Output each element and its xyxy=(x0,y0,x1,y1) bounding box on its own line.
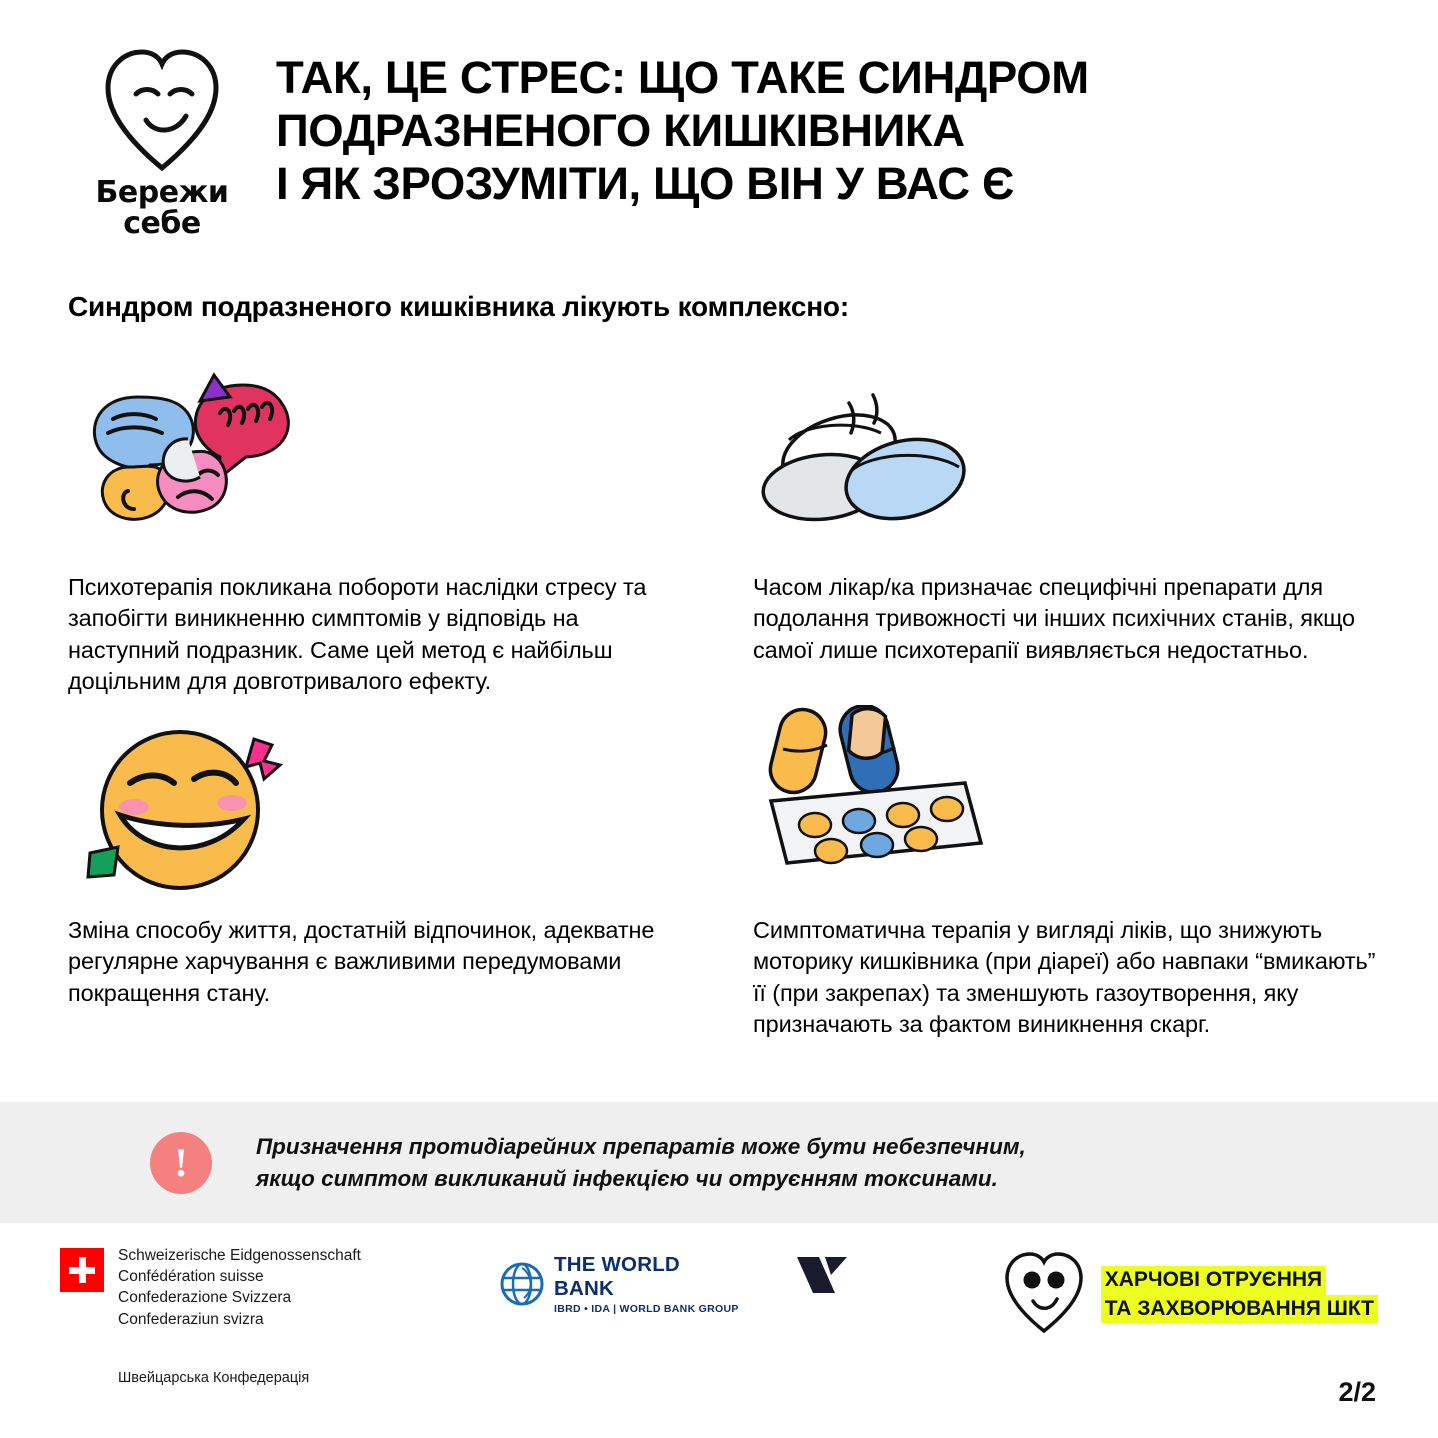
title-line-2: ПОДРАЗНЕНОГО КИШКІВНИКА xyxy=(276,104,965,156)
smiling-face-illustration-icon xyxy=(68,705,691,895)
card-psychotherapy xyxy=(68,367,691,697)
exclamation-circle-icon xyxy=(150,1132,212,1194)
warning-line-2: якщо симптом викликаний інфекцією чи отруєнням токсинами. xyxy=(256,1165,998,1191)
campaign-block xyxy=(1003,1245,1378,1340)
card-text: Часом лікар/ка призначає специфічні препарати для подолання тривожності чи інших психічних станів, якщо самої лише психотерапії виявляється недостатньо. xyxy=(753,574,1356,663)
warning-banner xyxy=(0,1102,1438,1223)
footer xyxy=(0,1223,1438,1438)
card-lifestyle xyxy=(68,705,691,1040)
ukraine-gov-logo-icon xyxy=(791,1245,853,1304)
title-line-3: І ЯК ЗРОЗУМІТИ, ЩО ВІН У ВАС Є xyxy=(276,157,1014,209)
page-title xyxy=(262,42,1378,210)
pills-tablets-illustration-icon xyxy=(753,367,1376,552)
swiss-confederation-logo xyxy=(60,1245,460,1386)
world-bank-logo xyxy=(500,1245,739,1315)
brand-line-2: себе xyxy=(123,205,201,241)
title-line-1: ТАК, ЦЕ СТРЕС: ЩО ТАКЕ СИНДРОМ xyxy=(276,52,1089,103)
brand-line-1: Бережи xyxy=(95,175,229,210)
card-text: Зміна способу життя, достатній відпочинок, адекватне регулярне харчування є важливими передумовами покращення стану. xyxy=(68,917,655,1006)
exclamation-mark: ! xyxy=(174,1139,188,1185)
capsules-blister-pack-illustration-icon xyxy=(753,705,1376,895)
card-specific-medication xyxy=(753,367,1376,697)
page-number: 2/2 xyxy=(1338,1377,1376,1407)
world-bank-name: THE WORLD BANK xyxy=(554,1253,680,1300)
warning-text xyxy=(256,1131,1026,1193)
swiss-line-3: Confederazione Svizzera xyxy=(118,1289,292,1307)
heart-eyes-icon xyxy=(1003,1249,1085,1340)
world-bank-globe-icon xyxy=(500,1262,544,1306)
warning-line-1: Призначення протидіарейних препаратів може бути небезпечним, xyxy=(256,1134,1026,1160)
card-text: Психотерапія покликана побороти наслідки стресу та запобігти виникненню симптомів у відповідь на наступний подразник. Саме цей метод є найбільш доцільним для довготривалого ефекту. xyxy=(68,574,647,694)
brand-logo xyxy=(62,42,262,239)
swiss-cross-icon xyxy=(60,1248,104,1292)
world-bank-subtitle: IBRD • IDA | WORLD BANK GROUP xyxy=(554,1303,739,1315)
card-symptomatic-therapy xyxy=(753,705,1376,1040)
swiss-line-2: Confédération suisse xyxy=(118,1268,264,1286)
card-text: Симптоматична терапія у вигляді ліків, що знижують моторику кишківника (при діареї) або навпаки “вмикають” її (при закрепах) та зменшують газоутворення, яку призначають за фактом виникнення скарг. xyxy=(753,917,1376,1037)
swiss-subtitle-uk: Швейцарська Конфедерація xyxy=(118,1369,310,1386)
heart-face-logo-icon xyxy=(102,46,222,174)
swiss-line-4: Confederaziun svizra xyxy=(118,1310,264,1328)
speech-bubbles-therapy-illustration-icon xyxy=(68,367,691,552)
header xyxy=(0,0,1438,239)
campaign-line-2: ТА ЗАХВОРЮВАННЯ ШКТ xyxy=(1101,1295,1378,1324)
section-subtitle: Синдром подразненого кишківника лікують комплексно: xyxy=(68,291,849,323)
cards-grid xyxy=(0,323,1438,1040)
swiss-line-1: Schweizerische Eidgenossenschaft xyxy=(118,1247,361,1264)
campaign-line-1: ХАРЧОВІ ОТРУЄННЯ xyxy=(1101,1266,1326,1295)
